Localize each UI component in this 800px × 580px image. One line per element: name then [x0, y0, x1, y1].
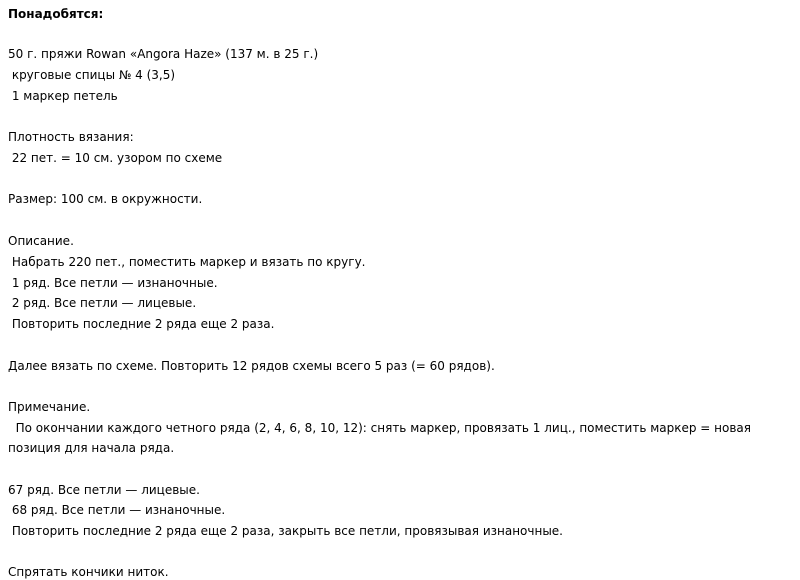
description-line: Набрать 220 пет., поместить маркер и вязать по кругу. — [8, 255, 366, 269]
description-line: 2 ряд. Все петли — лицевые. — [8, 296, 197, 310]
description-line: Повторить последние 2 ряда еще 2 раза. — [8, 317, 275, 331]
material-needles: круговые спицы № 4 (3,5) — [8, 68, 176, 82]
description-line: 1 ряд. Все петли — изнаночные. — [8, 276, 218, 290]
gauge-title: Плотность вязания: — [8, 130, 134, 144]
final-row-line: Повторить последние 2 ряда еще 2 раза, закрыть все петли, провязывая изнаночные. — [8, 524, 563, 538]
size-text: Размер: 100 см. в окружности. — [8, 192, 203, 206]
note-line: По окончании каждого четного ряда (2, 4, 6, 8, 10, 12): снять маркер, провязать 1 лиц., поместить маркер = новая — [8, 421, 752, 435]
materials-heading: Понадобятся: — [8, 7, 104, 21]
finishing-text: Спрятать кончики ниток. — [8, 565, 169, 579]
final-row-line: 68 ряд. Все петли — изнаночные. — [8, 503, 226, 517]
pattern-instruction: Далее вязать по схеме. Повторить 12 рядов схемы всего 5 раз (= 60 рядов). — [8, 359, 495, 373]
material-yarn: 50 г. пряжи Rowan «Angora Haze» (137 м. в 25 г.) — [8, 47, 319, 61]
note-title: Примечание. — [8, 400, 91, 414]
gauge-value: 22 пет. = 10 см. узором по схеме — [8, 151, 223, 165]
final-row-line: 67 ряд. Все петли — лицевые. — [8, 483, 200, 497]
description-title: Описание. — [8, 234, 74, 248]
note-line: позиция для начала ряда. — [8, 441, 175, 455]
material-marker: 1 маркер петель — [8, 89, 118, 103]
